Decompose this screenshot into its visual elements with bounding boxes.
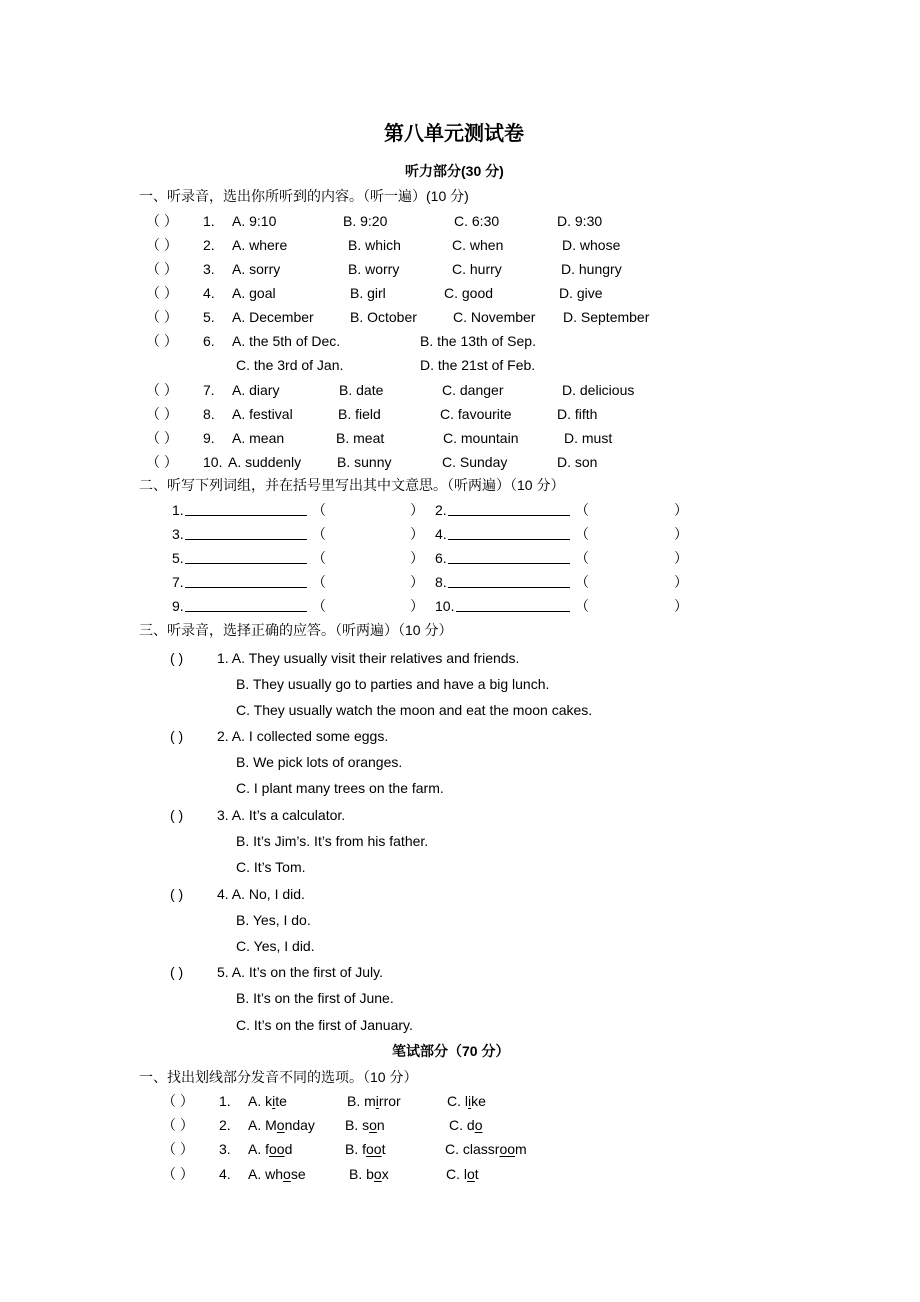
answer-bracket[interactable]: （ ） xyxy=(146,261,178,277)
answer-bracket[interactable]: （ ） xyxy=(146,237,178,253)
question-number: 5. xyxy=(203,309,215,325)
underlined-letters: oo xyxy=(366,1141,382,1157)
listening-part1-instruction: 一、听录音，选出你所听到的内容。（听一遍）(10 分) xyxy=(139,188,469,204)
dictation-blank[interactable] xyxy=(448,501,570,516)
option-d: D. whose xyxy=(562,237,621,253)
answer-bracket[interactable]: ( ) xyxy=(170,728,184,744)
underlined-letters: o xyxy=(373,1166,382,1182)
listening-part3-instruction: 三、听录音，选择正确的应答。（听两遍）（10 分） xyxy=(139,622,453,638)
underlined-letters: o xyxy=(276,1117,285,1133)
response-option-b: B. It’s Jim’s. It’s from his father. xyxy=(236,833,429,849)
underlined-letters: o xyxy=(474,1117,483,1133)
meaning-open-paren: （ xyxy=(575,550,589,566)
question-number: 3. xyxy=(219,1141,231,1157)
option-b: B. 9:20 xyxy=(343,213,388,229)
meaning-close-paren: ） xyxy=(674,550,688,566)
option-b: B. son xyxy=(345,1117,385,1133)
option-a: A. the 5th of Dec. xyxy=(232,333,341,349)
response-option-c: C. Yes, I did. xyxy=(236,938,315,954)
dictation-blank[interactable] xyxy=(185,573,307,588)
option-d: D. 9:30 xyxy=(557,213,603,229)
option-d: D. fifth xyxy=(557,406,598,422)
answer-bracket[interactable]: （ ） xyxy=(146,430,178,446)
response-option-c: C. It’s on the first of January. xyxy=(236,1017,413,1033)
option-b: B. October xyxy=(350,309,417,325)
dictation-number: 1. xyxy=(172,502,184,518)
option-c: C. classroom xyxy=(445,1141,527,1157)
answer-bracket[interactable]: （ ） xyxy=(146,213,178,229)
option-a: A. diary xyxy=(232,382,280,398)
option-c: C. danger xyxy=(442,382,504,398)
option-a: A. December xyxy=(232,309,314,325)
option-b: B. meat xyxy=(336,430,385,446)
dictation-blank[interactable] xyxy=(185,501,307,516)
answer-bracket[interactable]: ( ) xyxy=(170,964,184,980)
dictation-number: 3. xyxy=(172,526,184,542)
option-a: A. Monday xyxy=(248,1117,315,1133)
answer-bracket[interactable]: ( ) xyxy=(170,650,184,666)
meaning-close-paren: ） xyxy=(410,502,424,518)
option-b: B. field xyxy=(338,406,381,422)
meaning-open-paren: （ xyxy=(575,574,589,590)
option-d: D. son xyxy=(557,454,598,470)
meaning-open-paren: （ xyxy=(312,598,326,614)
writing-heading: 笔试部分（70 分） xyxy=(392,1043,510,1059)
response-option-a: 1. A. They usually visit their relatives and friends. xyxy=(217,650,520,666)
answer-bracket[interactable]: （ ） xyxy=(146,333,178,349)
dictation-number: 10. xyxy=(435,598,455,614)
underlined-letters: i xyxy=(272,1093,276,1109)
answer-bracket[interactable]: （ ） xyxy=(146,454,178,470)
response-option-b: B. We pick lots of oranges. xyxy=(236,754,403,770)
question-number: 1. xyxy=(219,1093,231,1109)
dictation-blank[interactable] xyxy=(185,549,307,564)
option-a: A. food xyxy=(248,1141,293,1157)
answer-bracket[interactable]: （ ） xyxy=(162,1141,194,1157)
option-c: C. hurry xyxy=(452,261,502,277)
meaning-open-paren: （ xyxy=(575,502,589,518)
option-d: D. must xyxy=(564,430,613,446)
question-number: 9. xyxy=(203,430,215,446)
meaning-open-paren: （ xyxy=(312,526,326,542)
page-title: 第八单元测试卷 xyxy=(384,123,524,145)
option-b: B. the 13th of Sep. xyxy=(420,333,536,349)
option-c: C. mountain xyxy=(443,430,519,446)
option-b: B. box xyxy=(349,1166,389,1182)
option-b: B. date xyxy=(339,382,384,398)
option-c: C. like xyxy=(447,1093,486,1109)
question-number: 4. xyxy=(219,1166,231,1182)
response-option-b: B. They usually go to parties and have a big lunch. xyxy=(236,676,550,692)
option-b: B. mirror xyxy=(347,1093,401,1109)
meaning-close-paren: ） xyxy=(674,598,688,614)
option-c: C. Sunday xyxy=(442,454,508,470)
option-a: A. 9:10 xyxy=(232,213,277,229)
question-number: 7. xyxy=(203,382,215,398)
response-option-c: C. It’s Tom. xyxy=(236,859,306,875)
option-c: C. lot xyxy=(446,1166,479,1182)
meaning-open-paren: （ xyxy=(312,550,326,566)
underlined-letters: o xyxy=(467,1166,475,1182)
dictation-blank[interactable] xyxy=(448,573,570,588)
meaning-open-paren: （ xyxy=(312,502,326,518)
meaning-close-paren: ） xyxy=(410,598,424,614)
underlined-letters: o xyxy=(283,1166,291,1182)
response-option-a: 3. A. It’s a calculator. xyxy=(217,807,346,823)
underlined-letters: oo xyxy=(269,1141,285,1157)
response-option-b: B. Yes, I do. xyxy=(236,912,311,928)
response-option-a: 4. A. No, I did. xyxy=(217,886,305,902)
option-a: A. kite xyxy=(248,1093,287,1109)
writing-part1-instruction: 一、找出划线部分发音不同的选项。（10 分） xyxy=(139,1069,418,1085)
dictation-blank[interactable] xyxy=(456,597,570,612)
dictation-number: 7. xyxy=(172,574,184,590)
option-b: B. girl xyxy=(350,285,386,301)
response-option-c: C. They usually watch the moon and eat the moon cakes. xyxy=(236,702,593,718)
option-b: B. which xyxy=(348,237,401,253)
underlined-letters: oo xyxy=(499,1141,516,1157)
response-option-a: 2. A. I collected some eggs. xyxy=(217,728,389,744)
option-d: D. delicious xyxy=(562,382,635,398)
question-number: 8. xyxy=(203,406,215,422)
question-number: 4. xyxy=(203,285,215,301)
answer-bracket[interactable]: （ ） xyxy=(146,285,178,301)
meaning-close-paren: ） xyxy=(410,550,424,566)
option-a: A. whose xyxy=(248,1166,306,1182)
meaning-close-paren: ） xyxy=(674,502,688,518)
option-c: C. do xyxy=(449,1117,483,1133)
question-number: 3. xyxy=(203,261,215,277)
answer-bracket[interactable]: （ ） xyxy=(162,1117,194,1133)
dictation-number: 9. xyxy=(172,598,184,614)
answer-bracket[interactable]: （ ） xyxy=(162,1093,194,1109)
option-d: D. give xyxy=(559,285,603,301)
option-d: D. September xyxy=(563,309,650,325)
option-a: A. mean xyxy=(232,430,285,446)
option-c: C. the 3rd of Jan. xyxy=(236,357,344,373)
option-a: A. sorry xyxy=(232,261,281,277)
answer-bracket[interactable]: （ ） xyxy=(146,382,178,398)
meaning-close-paren: ） xyxy=(674,574,688,590)
dictation-number: 8. xyxy=(435,574,447,590)
dictation-number: 2. xyxy=(435,502,447,518)
option-d: D. hungry xyxy=(561,261,622,277)
dictation-blank[interactable] xyxy=(185,525,307,540)
underlined-letters: i xyxy=(468,1093,472,1109)
option-a: A. goal xyxy=(232,285,276,301)
question-number: 6. xyxy=(203,333,215,349)
option-b: B. worry xyxy=(348,261,400,277)
underlined-letters: i xyxy=(375,1093,379,1109)
meaning-close-paren: ） xyxy=(410,574,424,590)
option-b: B. sunny xyxy=(337,454,392,470)
option-c: C. favourite xyxy=(440,406,512,422)
listening-part2-instruction: 二、听写下列词组，并在括号里写出其中文意思。（听两遍）（10 分） xyxy=(139,477,565,493)
dictation-number: 5. xyxy=(172,550,184,566)
option-a: A. suddenly xyxy=(228,454,302,470)
answer-bracket[interactable]: ( ) xyxy=(170,886,184,902)
response-option-a: 5. A. It’s on the first of July. xyxy=(217,964,384,980)
answer-bracket[interactable]: （ ） xyxy=(146,406,178,422)
dictation-blank[interactable] xyxy=(448,549,570,564)
option-c: C. good xyxy=(444,285,494,301)
response-option-b: B. It’s on the first of June. xyxy=(236,990,394,1006)
option-d: D. the 21st of Feb. xyxy=(420,357,536,373)
option-a: A. where xyxy=(232,237,288,253)
listening-heading: 听力部分(30 分) xyxy=(405,163,504,179)
option-c: C. November xyxy=(453,309,536,325)
meaning-open-paren: （ xyxy=(575,598,589,614)
dictation-blank[interactable] xyxy=(185,597,307,612)
option-a: A. festival xyxy=(232,406,293,422)
response-option-c: C. I plant many trees on the farm. xyxy=(236,780,444,796)
meaning-close-paren: ） xyxy=(674,526,688,542)
dictation-number: 6. xyxy=(435,550,447,566)
meaning-close-paren: ） xyxy=(410,526,424,542)
answer-bracket[interactable]: （ ） xyxy=(162,1166,194,1182)
option-c: C. 6:30 xyxy=(454,213,500,229)
meaning-open-paren: （ xyxy=(312,574,326,590)
option-b: B. foot xyxy=(345,1141,386,1157)
meaning-open-paren: （ xyxy=(575,526,589,542)
question-number: 2. xyxy=(219,1117,231,1133)
answer-bracket[interactable]: （ ） xyxy=(146,309,178,325)
answer-bracket[interactable]: ( ) xyxy=(170,807,184,823)
question-number: 1. xyxy=(203,213,215,229)
question-number: 2. xyxy=(203,237,215,253)
question-number: 10. xyxy=(203,454,223,470)
dictation-number: 4. xyxy=(435,526,447,542)
underlined-letters: o xyxy=(369,1117,377,1133)
option-c: C. when xyxy=(452,237,504,253)
dictation-blank[interactable] xyxy=(448,525,570,540)
